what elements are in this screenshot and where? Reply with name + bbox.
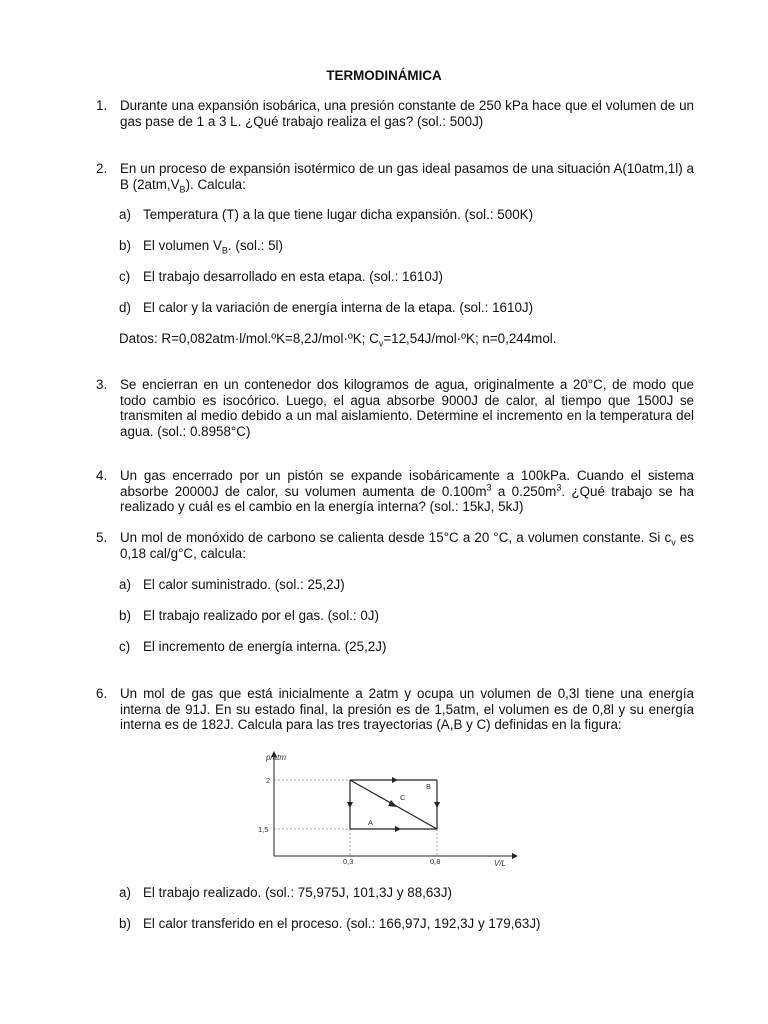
arrow-b-right xyxy=(392,777,398,783)
subquestion-text: Temperatura (T) a la que tiene lugar dicha expansión. (sol.: 500K) xyxy=(143,207,534,222)
subquestion-5b xyxy=(119,608,694,624)
datos-line xyxy=(119,331,556,347)
subquestion-letter: c) xyxy=(119,639,131,654)
subquestion-letter: b) xyxy=(119,238,131,253)
question-2 xyxy=(96,161,694,195)
text-part: El volumen V xyxy=(143,238,222,253)
subquestion-text xyxy=(143,238,694,254)
document-title: TERMODINÁMICA xyxy=(326,68,442,83)
path-label-c: C xyxy=(400,793,406,802)
arrow-a-down xyxy=(347,802,353,808)
subquestion-2a xyxy=(119,207,694,223)
subquestion-text: El trabajo realizado por el gas. (sol.: 0J) xyxy=(143,608,379,623)
question-number: 6. xyxy=(96,686,108,701)
subquestion-letter: b) xyxy=(119,608,131,623)
x-tick-label: 0,3 xyxy=(343,857,354,866)
text-part: ). Calcula: xyxy=(185,176,246,192)
y-tick-label: 1,5 xyxy=(258,825,269,834)
y-tick-label: 2 xyxy=(266,776,271,785)
text-part: =12,54J/mol·ºK; n=0,244mol. xyxy=(383,331,557,346)
question-text: Durante una expansión isobárica, una presión constante de 250 kPa hace que el volumen de un gas pase de 1 a 3 L. ¿Qué trabajo realiza el gas? (sol.: 500J) xyxy=(120,98,694,129)
text-part: . ¿Qué trabajo se ha realizado y cuál es el cambio en la energía interna? (sol.: 15kJ, 5kJ) xyxy=(120,483,694,514)
question-number: 4. xyxy=(96,468,108,483)
question-text xyxy=(120,468,694,515)
subquestion-letter: c) xyxy=(119,269,131,284)
y-axis-label: p/atm xyxy=(266,753,287,762)
path-label-a: A xyxy=(368,818,374,827)
subquestion-letter: a) xyxy=(119,885,131,900)
question-4 xyxy=(96,468,694,515)
subquestion-text: El incremento de energía interna. (25,2J) xyxy=(143,639,387,654)
text-part: Un mol de monóxido de carbono se calienta desde 15°C a 20 °C, a volumen constante. Si c xyxy=(120,530,672,545)
question-3 xyxy=(96,377,694,439)
question-text: Se encierran en un contenedor dos kilogramos de agua, originalmente a 20°C, de modo que todo cambio es isocórico. Luego, el agua absorbe 9000J de calor, al tiempo que 1500J se transmiten al medio debido a un mal aislamiento. Determine el incremento en la temperatura del agua. (sol.: 0.8958°C) xyxy=(120,377,694,439)
x-axis-label: V/L xyxy=(494,859,507,868)
question-text xyxy=(120,530,694,561)
subquestion-5a xyxy=(119,577,694,593)
question-text: Un mol de gas que está inicialmente a 2atm y ocupa un volumen de 0,3l tiene una energía interna de 91J. En su estado final, la presión es de 1,5atm, el volumen es de 0,8l y su energía interna es de 182J. Calcula para las tres trayectorias (A,B y C) definidas en la figura: xyxy=(120,686,694,732)
subscript: v xyxy=(378,338,384,349)
subquestion-6a xyxy=(119,885,694,901)
subquestion-2b xyxy=(119,238,694,254)
subquestion-letter: d) xyxy=(119,300,131,315)
subscript: B xyxy=(179,184,186,195)
text-part: es 0,18 cal/g°C, calcula: xyxy=(120,530,694,561)
arrow-a-right xyxy=(395,826,401,832)
subquestion-2d xyxy=(119,300,694,316)
subquestion-letter: a) xyxy=(119,577,131,592)
arrow-c-diagonal xyxy=(388,800,397,807)
pv-diagram xyxy=(250,748,520,870)
question-number: 2. xyxy=(96,161,108,176)
subquestion-letter: b) xyxy=(119,916,131,931)
subquestion-text: El calor transferido en el proceso. (sol.: 166,97J, 192,3J y 179,63J) xyxy=(143,916,541,931)
question-number: 1. xyxy=(96,98,108,113)
subquestion-2c xyxy=(119,269,694,285)
question-number: 3. xyxy=(96,377,108,392)
question-1 xyxy=(96,98,694,129)
question-6 xyxy=(96,686,694,733)
subquestion-5c xyxy=(119,639,694,655)
arrow-b-down xyxy=(434,802,440,808)
path-label-b: B xyxy=(426,782,432,791)
question-number: 5. xyxy=(96,530,108,545)
subscript: B xyxy=(221,245,228,256)
text-part: Datos: R=0,082atm·l/mol.ºK=8,2J/mol·ºK; C xyxy=(119,331,379,346)
question-5 xyxy=(96,530,694,561)
text-part: a 0.250m xyxy=(491,483,557,499)
text-part: . (sol.: 5l) xyxy=(227,238,283,253)
subscript: v xyxy=(671,537,676,548)
superscript: 3 xyxy=(486,482,492,493)
subquestion-6b xyxy=(119,916,694,932)
subquestion-text: El trabajo realizado. (sol.: 75,975J, 101,3J y 88,63J) xyxy=(143,885,452,900)
subquestion-text: El trabajo desarrollado en esta etapa. (sol.: 1610J) xyxy=(143,269,443,284)
text-part: Un gas encerrado por un pistón se expande isobáricamente a 100kPa. Cuando el sistema absorbe 20000J de calor, su volumen aumenta de 0.100m xyxy=(120,468,694,499)
text-part: En un proceso de expansión isotérmico de un gas ideal pasamos de una situación A(10atm,1l) a B (2atm,V xyxy=(120,161,694,192)
subquestion-text: El calor suministrado. (sol.: 25,2J) xyxy=(143,577,345,592)
subquestion-letter: a) xyxy=(119,207,131,222)
superscript: 3 xyxy=(556,482,562,493)
question-text xyxy=(120,161,694,195)
subquestion-text: El calor y la variación de energía interna de la etapa. (sol.: 1610J) xyxy=(143,300,534,315)
x-tick-label: 0,8 xyxy=(430,857,441,866)
